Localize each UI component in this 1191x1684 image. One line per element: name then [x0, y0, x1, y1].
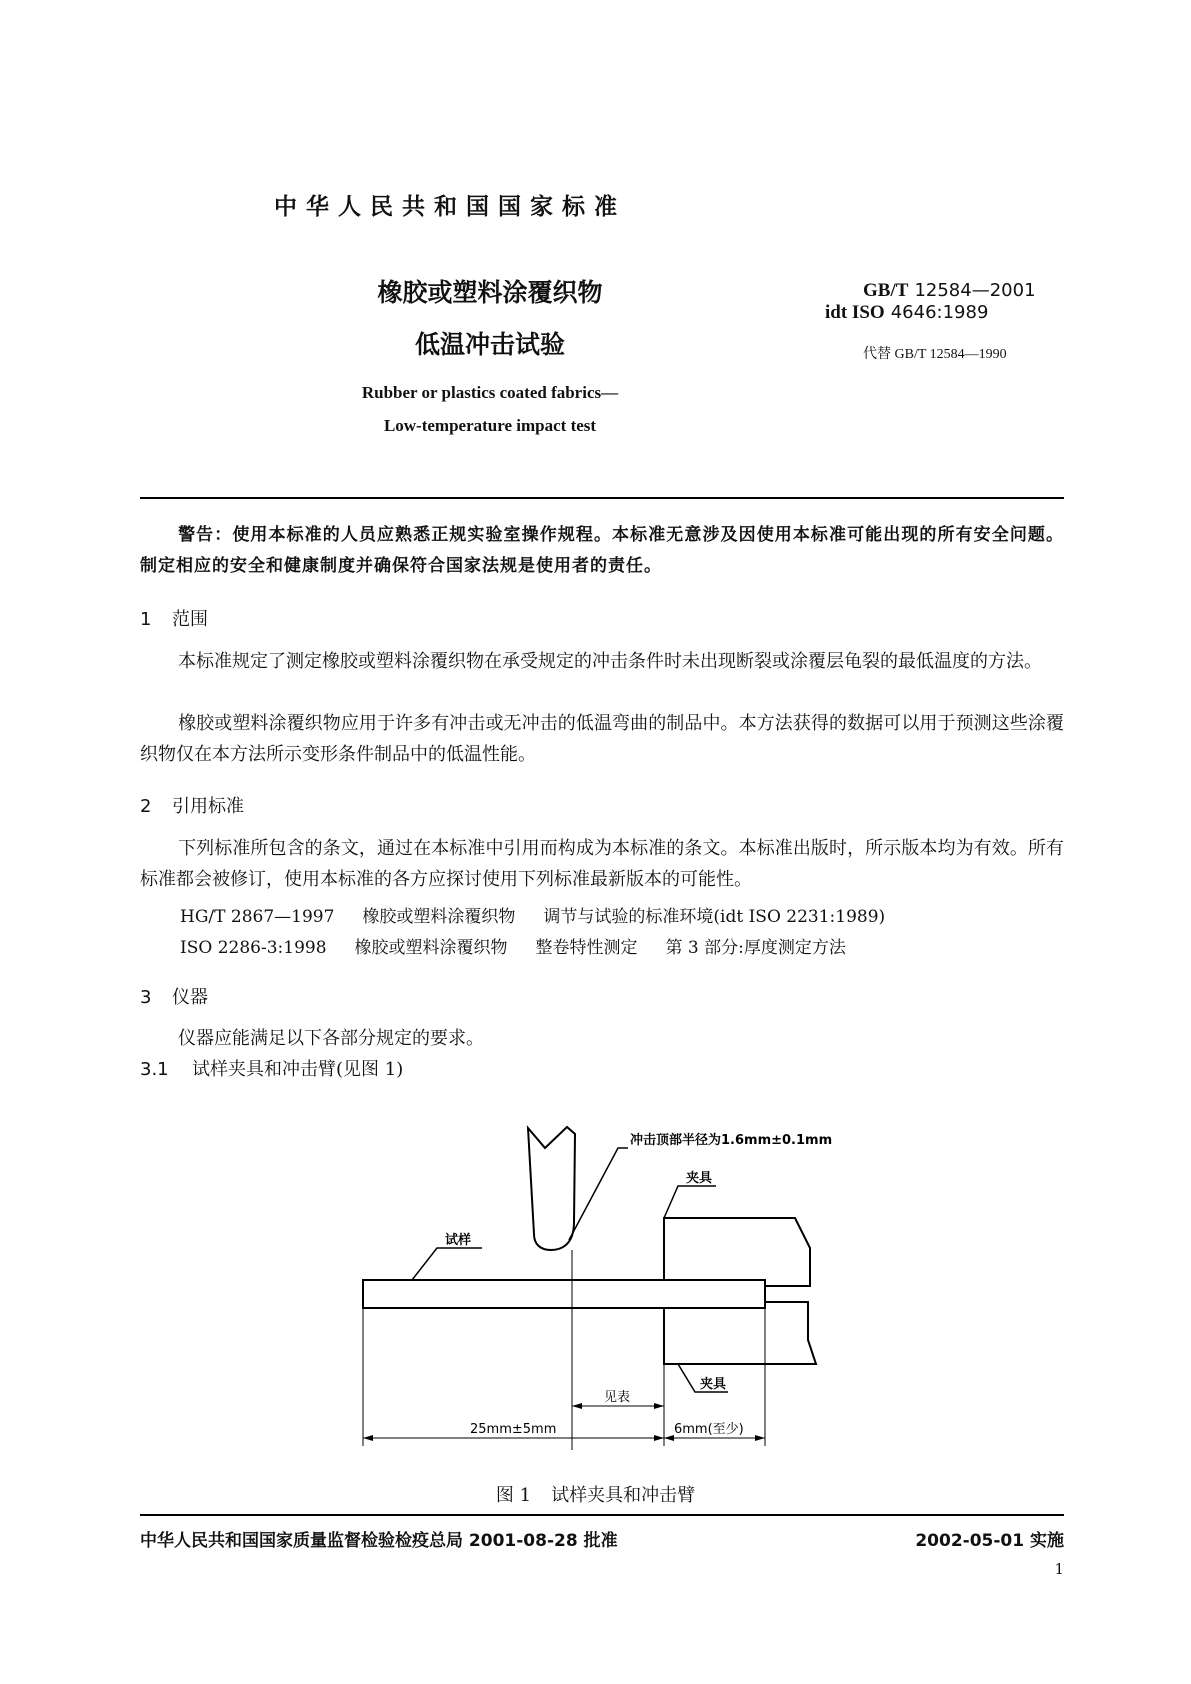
warning-text: 警告：使用本标准的人员应熟悉正规实验室操作规程。本标准无意涉及因使用本标准可能出现的所有安全问题。制定相应的安全和健康制度并确保符合国家法规是使用者的责任。	[140, 525, 1064, 576]
figure-caption	[0, 1481, 1191, 1507]
section-3-para-1-text: 仪器应能满足以下各部分规定的要求。	[178, 1028, 484, 1049]
label-clamp-top: 夹具	[686, 1171, 713, 1186]
impact-leader-line	[569, 1148, 628, 1240]
clamp-top	[664, 1218, 810, 1286]
arrow-len-right	[654, 1435, 664, 1441]
section-3-title: 仪器	[172, 987, 208, 1008]
reference-1-desc: 调节与试验的标准环境(idt ISO 2231:1989)	[543, 907, 886, 927]
footer-divider	[140, 1514, 1064, 1516]
specimen-bar	[363, 1280, 765, 1308]
label-min: 6mm(至少)	[674, 1422, 744, 1437]
section-2-para-1-text: 下列标准所包含的条文，通过在本标准中引用而构成为本标准的条文。本标准出版时，所示版本均为有效。所有标准都会被修订，使用本标准的各方应探讨使用下列标准最新版本的可能性。	[140, 838, 1064, 890]
label-clamp-bottom: 夹具	[700, 1377, 727, 1392]
page-number: 1	[1054, 1560, 1064, 1578]
label-see-table: 见表	[604, 1390, 631, 1405]
specimen-leader	[412, 1248, 482, 1280]
section-1-number: 1	[140, 609, 152, 630]
section-1-para-1-text: 本标准规定了测定橡胶或塑料涂覆织物在承受规定的冲击条件时未出现断裂或涂覆层龟裂的最低温度的方法。	[178, 651, 1042, 672]
reference-1-code: HG/T 2867—1997	[180, 907, 335, 927]
section-1-title: 范围	[172, 609, 208, 630]
implementation-text: 2002-05-01 实施	[915, 1531, 1064, 1551]
idt-prefix: idt ISO	[825, 302, 885, 323]
standard-number: 12584—2001	[914, 280, 1036, 301]
title-cn-line2: 低温冲击试验	[414, 330, 565, 359]
reference-2-desc2: 第 3 部分:厚度测定方法	[665, 938, 846, 958]
section-2-number: 2	[140, 796, 152, 817]
arrow-see-left	[572, 1403, 582, 1409]
title-cn-line1: 橡胶或塑料涂覆织物	[377, 278, 603, 307]
standard-prefix: GB/T	[863, 280, 909, 301]
reference-2-desc1: 整卷特性测定	[535, 938, 638, 958]
label-specimen: 试样	[445, 1233, 472, 1248]
figure-caption-text: 试样夹具和冲击臂	[551, 1485, 696, 1506]
section-1-para-2-text: 橡胶或塑料涂覆织物应用于许多有冲击或无冲击的低温弯曲的制品中。本方法获得的数据可以用于预测这些涂覆织物仅在本方法所示变形条件制品中的低温性能。	[140, 713, 1064, 765]
label-length: 25mm±5mm	[470, 1422, 557, 1437]
clamp-top-leader	[664, 1186, 716, 1218]
reference-2-code: ISO 2286-3:1998	[180, 938, 327, 958]
arrow-min-right	[755, 1435, 765, 1441]
figure-caption-number: 图 1	[495, 1485, 532, 1506]
approval-text: 中华人民共和国国家质量监督检验检疫总局 2001-08-28 批准	[140, 1531, 618, 1551]
title-en-line2: Low-temperature impact test	[383, 416, 597, 435]
subsection-3-1-title: 试样夹具和冲击臂(见图 1)	[192, 1059, 404, 1080]
national-standard-heading: 中华人民共和国国家标准	[274, 194, 626, 220]
reference-2-title: 橡胶或塑料涂覆织物	[354, 938, 508, 958]
arrow-len-left	[363, 1435, 373, 1441]
section-3-number: 3	[140, 987, 152, 1008]
subsection-3-1-number: 3.1	[140, 1059, 169, 1080]
reference-1-title: 橡胶或塑料涂覆织物	[362, 907, 516, 927]
arrow-min-left	[664, 1435, 674, 1441]
section-2-title: 引用标准	[172, 796, 244, 817]
impact-arm-shape	[528, 1127, 575, 1250]
idt-number: 4646:1989	[890, 302, 989, 323]
clamp-bottom	[664, 1302, 816, 1364]
label-impact-radius: 冲击顶部半径为1.6mm±0.1mm	[630, 1133, 833, 1148]
arrow-see-right	[654, 1403, 664, 1409]
replaces-code: 代替 GB/T 12584—1990	[863, 347, 1007, 362]
title-en-line1: Rubber or plastics coated fabrics—	[361, 383, 619, 402]
